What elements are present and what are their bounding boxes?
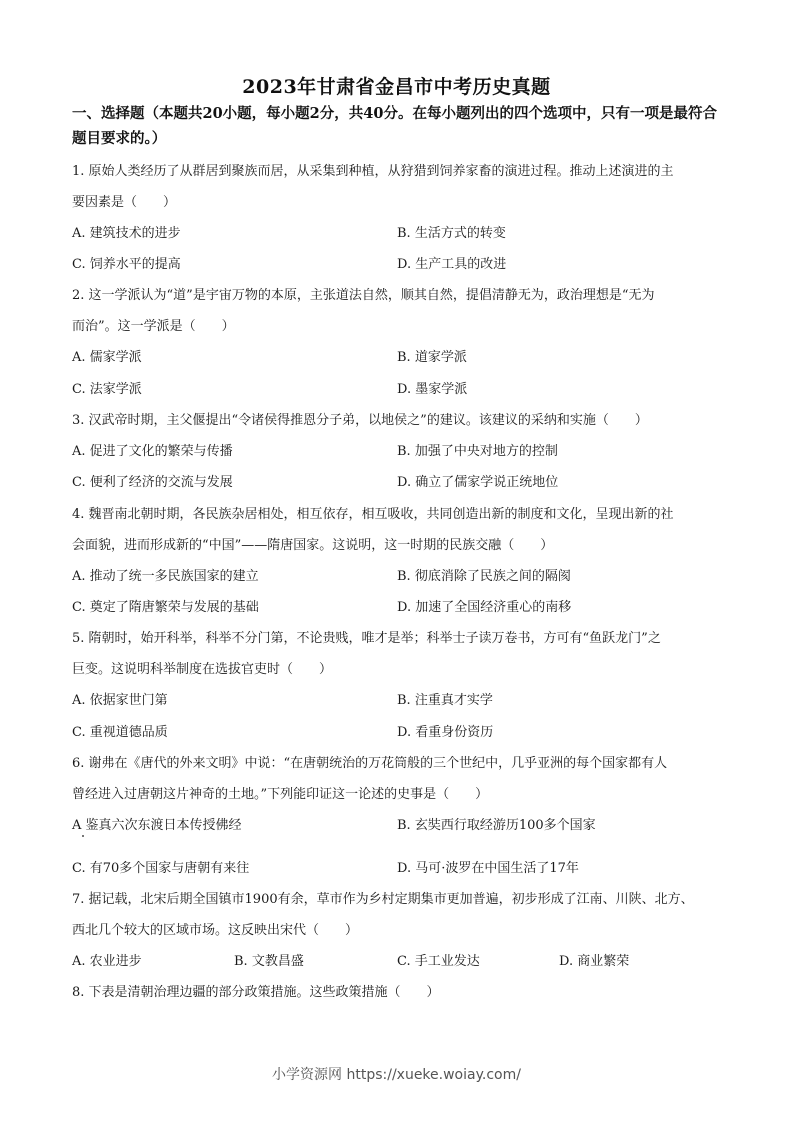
option-text: 奠定了隋唐繁荣与发展的基础: [89, 600, 259, 615]
option-d: [397, 253, 506, 272]
option-b: [397, 814, 596, 833]
question-stem-line: 8. 下表是清朝治理边疆的部分政策措施。这些政策措施（ ）: [72, 985, 440, 1000]
option-label: B.: [397, 350, 411, 365]
option-c: [72, 596, 259, 615]
option-c: [72, 857, 249, 876]
option-text: 玄奘西行取经游历100多个国家: [414, 818, 596, 833]
option-label: B.: [397, 226, 411, 241]
option-c: [72, 253, 181, 272]
option-text: 生产工具的改进: [415, 257, 507, 272]
option-text: 鉴真六次东渡日本传授佛经: [85, 818, 242, 833]
stray-dot: [82, 835, 84, 837]
option-text: 注重真才实学: [414, 693, 493, 708]
question-stem-line: 6. 谢弗在《唐代的外来文明》中说：“在唐朝统治的万花筒般的三个世纪中，几乎亚洲的每个国家都有人: [72, 756, 668, 771]
section-heading: 一、选择题（本题共20小题，每小题2分，共40分。在每小题列出的四个选项中，只有一项是最符合题目要求的。）: [72, 105, 717, 147]
option-label: B.: [397, 693, 411, 708]
option-label: B.: [234, 954, 248, 969]
option-text: 加速了全国经济重心的南移: [415, 600, 572, 615]
option-b: [397, 440, 558, 459]
option-b: [397, 689, 493, 708]
option-label: B.: [397, 569, 411, 584]
option-label: A.: [72, 444, 86, 459]
option-text: 推动了统一多民族国家的建立: [89, 569, 259, 584]
question-stem-line: 2. 这一学派认为“道”是宇宙万物的本原，主张道法自然，顺其自然，提倡清静无为，政治理想是“无为: [72, 288, 655, 303]
option-label: D.: [397, 861, 412, 876]
option-c: [72, 378, 142, 397]
option-c: [72, 721, 168, 740]
option-a: [72, 565, 259, 584]
option-text: 便利了经济的交流与发展: [89, 475, 233, 490]
option-a: [72, 950, 142, 969]
question-stem-line: 会面貌，进而形成新的“中国”——隋唐国家。这说明，这一时期的民族交融（ ）: [72, 538, 554, 553]
option-text: 手工业发达: [414, 954, 480, 969]
option-text: 文教昌盛: [251, 954, 304, 969]
option-label: C.: [72, 257, 86, 272]
option-label: D.: [559, 954, 574, 969]
option-text: 看重身份资历: [415, 725, 494, 740]
option-text: 农业进步: [89, 954, 142, 969]
option-b: [234, 950, 304, 969]
option-d: [397, 721, 493, 740]
question-stem-line: 巨变。这说明科举制度在选拔官吏时（ ）: [72, 662, 333, 677]
question-stem-line: 而治”。这一学派是（ ）: [72, 319, 235, 334]
option-text: 确立了儒家学说正统地位: [415, 475, 559, 490]
option-text: 生活方式的转变: [414, 226, 506, 241]
question-stem-line: 5. 隋朝时，始开科举，科举不分门第，不论贵贱，唯才是举；科举士子读万卷书，方可有“鱼跃龙门”之: [72, 631, 661, 646]
question-stem-line: 4. 魏晋南北朝时期，各民族杂居相处，相互依存，相互吸收，共同创造出新的制度和文化，呈现出新的社: [72, 507, 674, 522]
option-b: [397, 222, 506, 241]
option-text: 儒家学派: [89, 350, 142, 365]
option-text: 建筑技术的进步: [89, 226, 181, 241]
option-d: [397, 857, 579, 876]
option-d: [397, 378, 467, 397]
option-a: [72, 346, 142, 365]
option-label: A.: [72, 350, 86, 365]
question-stem-line: 7. 据记载，北宋后期全国镇市1900有余，草市作为乡村定期集市更加普遍，初步形成了江南、川陕、北方、: [72, 892, 694, 907]
option-text: 商业繁荣: [577, 954, 630, 969]
option-label: A: [72, 818, 82, 833]
option-label: C.: [72, 725, 86, 740]
option-text: 有70多个国家与唐朝有来往: [89, 861, 250, 876]
option-text: 促进了文化的繁荣与传播: [89, 444, 233, 459]
option-label: A.: [72, 954, 86, 969]
option-text: 饲养水平的提高: [89, 257, 181, 272]
option-text: 重视道德品质: [89, 725, 168, 740]
option-text: 加强了中央对地方的控制: [414, 444, 558, 459]
option-b: [397, 565, 571, 584]
option-label: D.: [397, 725, 412, 740]
option-d: [397, 596, 571, 615]
option-text: 道家学派: [414, 350, 467, 365]
option-text: 墨家学派: [415, 382, 468, 397]
option-label: D.: [397, 382, 412, 397]
option-label: C.: [397, 954, 411, 969]
question-stem-line: 西北几个较大的区域市场。这反映出宋代（ ）: [72, 923, 359, 938]
option-c: [397, 950, 480, 969]
option-a: [72, 814, 242, 833]
footer-watermark: 小学资源网 https://xueke.woiay.com/: [272, 1067, 521, 1083]
option-text: 马可·波罗在中国生活了17年: [415, 861, 579, 876]
option-a: [72, 222, 181, 241]
option-d: [397, 471, 558, 490]
question-stem-line: 3. 汉武帝时期，主父偃提出“令诸侯得推恩分子弟，以地侯之”的建议。该建议的采纳和实施（ ）: [72, 413, 648, 428]
option-label: B.: [397, 444, 411, 459]
option-label: C.: [72, 861, 86, 876]
question-stem-line: 要因素是（ ）: [72, 195, 177, 210]
option-c: [72, 471, 233, 490]
option-label: D.: [397, 475, 412, 490]
option-label: B.: [397, 818, 411, 833]
option-d: [559, 950, 629, 969]
option-label: C.: [72, 475, 86, 490]
option-text: 依据家世门第: [89, 693, 168, 708]
option-label: C.: [72, 600, 86, 615]
option-label: D.: [397, 600, 412, 615]
option-b: [397, 346, 467, 365]
option-label: A.: [72, 693, 86, 708]
option-text: 彻底消除了民族之间的隔阂: [414, 569, 571, 584]
option-label: C.: [72, 382, 86, 397]
option-a: [72, 440, 233, 459]
page-title: 2023年甘肃省金昌市中考历史真题: [242, 76, 551, 98]
option-a: [72, 689, 168, 708]
question-stem-line: 曾经进入过唐朝这片神奇的土地。”下列能印证这一论述的史事是（ ）: [72, 787, 489, 802]
option-label: A.: [72, 569, 86, 584]
option-label: A.: [72, 226, 86, 241]
option-label: D.: [397, 257, 412, 272]
option-text: 法家学派: [89, 382, 142, 397]
question-stem-line: 1. 原始人类经历了从群居到聚族而居，从采集到种植，从狩猎到饲养家畜的演进过程。推动上述演进的主: [72, 164, 674, 179]
